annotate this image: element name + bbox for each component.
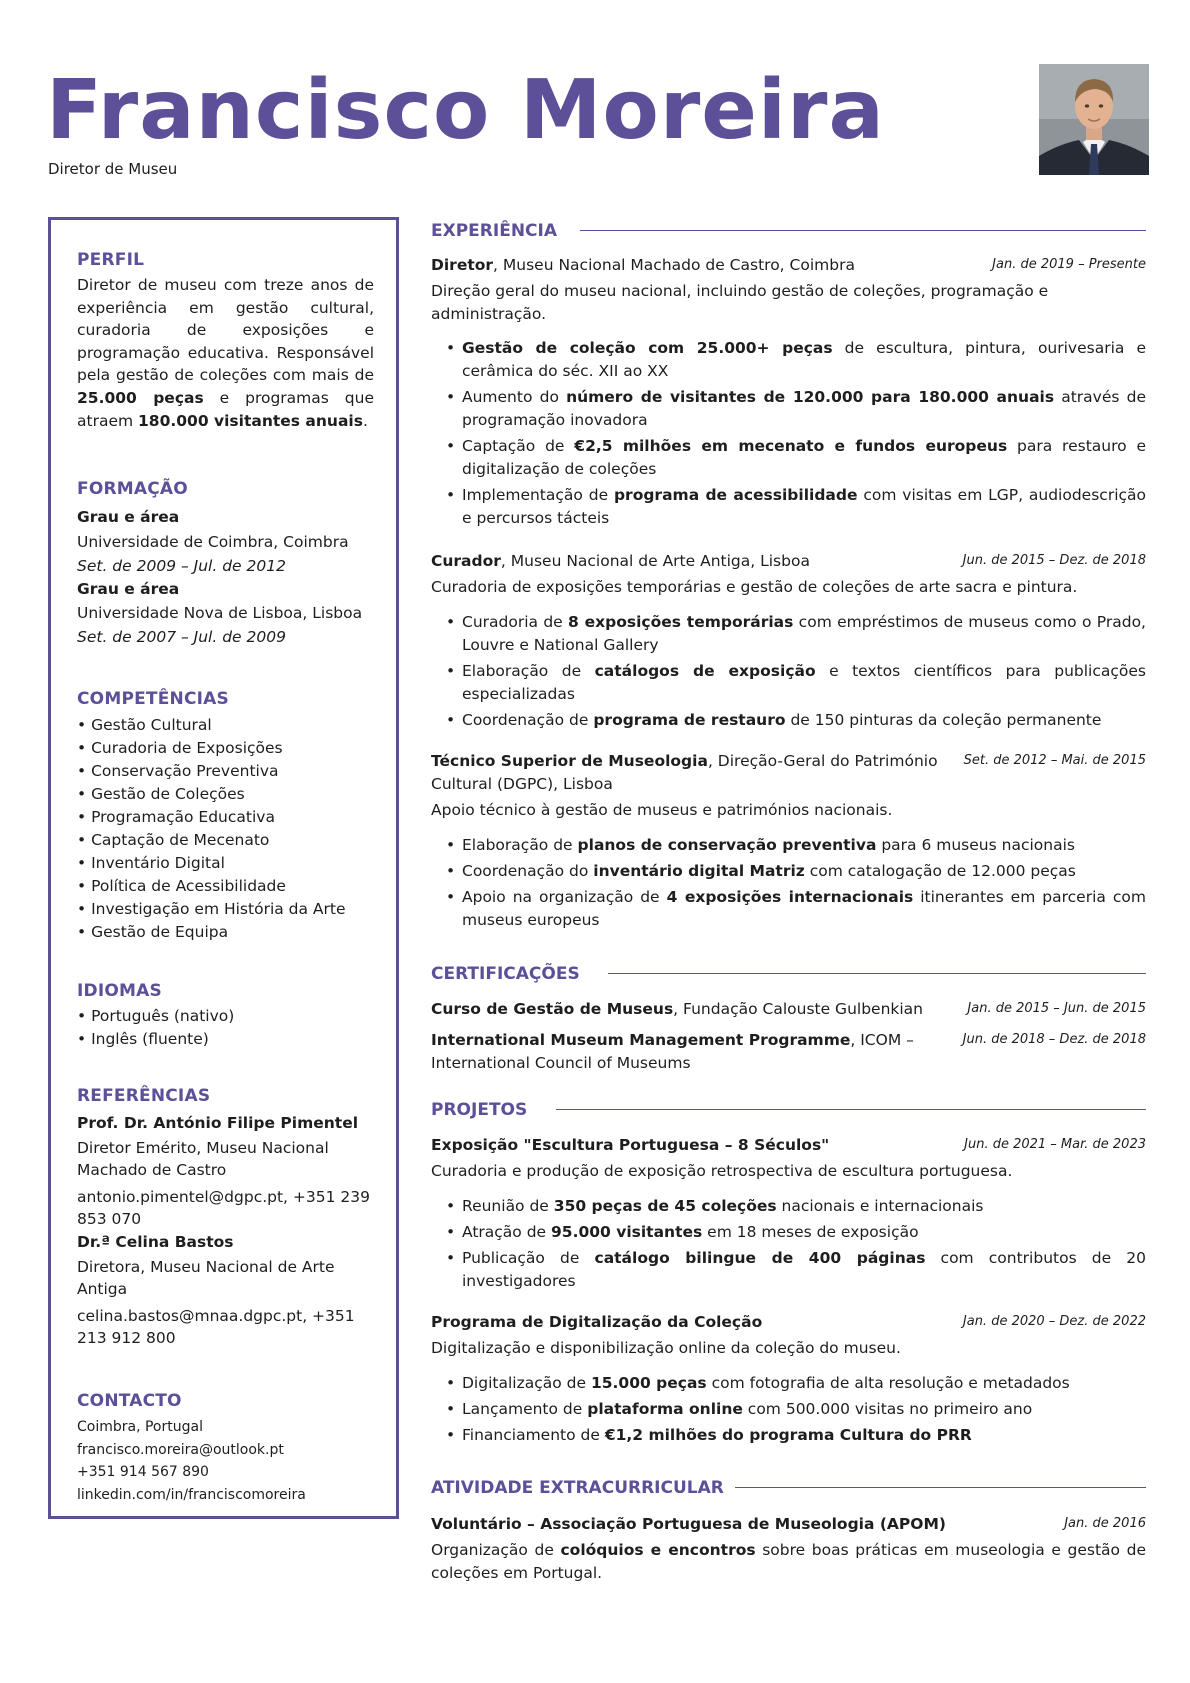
extracurricular-dates: Jan. de 2016 bbox=[1064, 1516, 1146, 1531]
project-bullet: • Publicação de catálogo bilingue de 400 páginas com contributos de 20 investigadores bbox=[431, 1247, 1146, 1293]
education-item bbox=[77, 578, 374, 650]
project-summary: Digitalização e disponibilização online da coleção do museu. bbox=[431, 1339, 901, 1357]
job-bullet: • Gestão de coleção com 25.000+ peças de escultura, pintura, ourivesaria e cerâmica do séc. XII ao XX bbox=[431, 337, 1146, 383]
certification-dates: Jun. de 2018 – Dez. de 2018 bbox=[962, 1032, 1146, 1047]
education-list bbox=[77, 506, 374, 649]
project-dates: Jan. de 2020 – Dez. de 2022 bbox=[962, 1314, 1146, 1329]
job-bullet: • Apoio na organização de 4 exposições internacionais itinerantes em parceria com museus europeus bbox=[431, 886, 1146, 932]
extracurricular-divider bbox=[735, 1487, 1146, 1488]
skill-item: • Curadoria de Exposições bbox=[77, 739, 283, 757]
job-bullet: • Elaboração de planos de conservação preventiva para 6 museus nacionais bbox=[431, 834, 1146, 857]
reference-role: Diretora, Museu Nacional de Arte Antiga bbox=[77, 1257, 335, 1299]
education-dates: Set. de 2009 – Jul. de 2012 bbox=[77, 556, 286, 575]
skill-item: • Gestão de Equipa bbox=[77, 923, 229, 941]
job-bullet: • Coordenação de programa de restauro de 150 pinturas da coleção permanente bbox=[431, 709, 1146, 732]
project-bullets bbox=[431, 1372, 1146, 1447]
skill-item: • Programação Educativa bbox=[77, 808, 275, 826]
profile-photo bbox=[1039, 64, 1149, 175]
extracurricular-title: Voluntário – Associação Portuguesa de Museologia (APOM) bbox=[431, 1515, 946, 1533]
education-heading: FORMAÇÃO bbox=[77, 479, 188, 499]
job-bullet: • Elaboração de catálogos de exposição e textos científicos para publicações especializadas bbox=[431, 660, 1146, 706]
project-bullet: • Digitalização de 15.000 peças com fotografia de alta resolução e metadados bbox=[431, 1372, 1146, 1395]
certification-line: Curso de Gestão de Museus, Fundação Calouste Gulbenkian bbox=[431, 1000, 924, 1018]
contact-linkedin[interactable]: linkedin.com/in/franciscomoreira bbox=[77, 1486, 306, 1503]
project-summary: Curadoria e produção de exposição retrospectiva de escultura portuguesa. bbox=[431, 1162, 1013, 1180]
certification-dates: Jan. de 2015 – Jun. de 2015 bbox=[967, 1001, 1146, 1016]
project-bullet: • Financiamento de €1,2 milhões do programa Cultura do PRR bbox=[431, 1424, 1146, 1447]
contact-heading: CONTACTO bbox=[77, 1391, 182, 1411]
language-item: • Português (nativo) bbox=[77, 1007, 235, 1025]
sidebar bbox=[48, 217, 399, 1519]
job-bullet: • Implementação de programa de acessibilidade com visitas em LGP, audiodescrição e percursos tácteis bbox=[431, 484, 1146, 530]
profile-text: Diretor de museu com treze anos de experiência em gestão cultural, curadoria de exposições e programação educativa. Responsável pela gestão de coleções com mais de 25.000 peças e programas que atraem 180.000 visitantes anuais. bbox=[77, 276, 374, 430]
contact-phone: +351 914 567 890 bbox=[77, 1464, 209, 1480]
skills-heading: COMPETÊNCIAS bbox=[77, 689, 229, 709]
job-bullet: • Curadoria de 8 exposições temporárias com empréstimos de museus como o Prado, Louvre e National Gallery bbox=[431, 611, 1146, 657]
extracurricular-text: Organização de colóquios e encontros sobre boas práticas em museologia e gestão de coleções em Portugal. bbox=[431, 1541, 1146, 1582]
certification-line: International Museum Management Programme, ICOM – International Council of Museums bbox=[431, 1031, 914, 1072]
job-title-line: Diretor, Museu Nacional Machado de Castro, Coimbra bbox=[431, 256, 855, 274]
reference-name: Prof. Dr. António Filipe Pimentel bbox=[77, 1114, 359, 1132]
job-bullet: • Coordenação do inventário digital Matriz com catalogação de 12.000 peças bbox=[431, 860, 1146, 883]
job-bullets bbox=[431, 611, 1146, 732]
references-list bbox=[77, 1112, 374, 1350]
profile-heading: PERFIL bbox=[77, 250, 145, 270]
experience-heading: EXPERIÊNCIA bbox=[431, 221, 558, 241]
job-title-line: Técnico Superior de Museologia, Direção-Geral do Património Cultural (DGPC), Lisboa bbox=[431, 752, 938, 793]
projects-divider bbox=[556, 1109, 1146, 1110]
education-school: Universidade Nova de Lisboa, Lisboa bbox=[77, 604, 363, 623]
contact-list bbox=[77, 1416, 374, 1506]
skill-item: • Investigação em História da Arte bbox=[77, 900, 346, 918]
reference-item bbox=[77, 1231, 374, 1350]
projects-heading: PROJETOS bbox=[431, 1100, 528, 1120]
job-bullets bbox=[431, 834, 1146, 932]
project-bullet: • Lançamento de plataforma online com 500.000 visitas no primeiro ano bbox=[431, 1398, 1146, 1421]
project-title: Exposição "Escultura Portuguesa – 8 Séculos" bbox=[431, 1136, 830, 1154]
job-bullet: • Captação de €2,5 milhões em mecenato e fundos europeus para restauro e digitalização de coleções bbox=[431, 435, 1146, 481]
job-bullets bbox=[431, 337, 1146, 530]
contact-location: Coimbra, Portugal bbox=[77, 1419, 203, 1435]
skill-item: • Inventário Digital bbox=[77, 854, 225, 872]
certifications-divider bbox=[608, 973, 1146, 974]
project-bullets bbox=[431, 1195, 1146, 1293]
skill-item: • Política de Acessibilidade bbox=[77, 877, 286, 895]
certifications-heading: CERTIFICAÇÕES bbox=[431, 964, 580, 984]
experience-divider bbox=[580, 230, 1146, 231]
project-bullet: • Reunião de 350 peças de 45 coleções nacionais e internacionais bbox=[431, 1195, 1146, 1218]
candidate-name: Francisco Moreira bbox=[46, 63, 885, 158]
contact-email[interactable]: francisco.moreira@outlook.pt bbox=[77, 1441, 284, 1458]
project-dates: Jun. de 2021 – Mar. de 2023 bbox=[964, 1137, 1146, 1152]
project-title: Programa de Digitalização da Coleção bbox=[431, 1313, 763, 1331]
reference-item bbox=[77, 1112, 374, 1231]
job-title: Diretor de Museu bbox=[48, 160, 178, 178]
reference-role: Diretor Emérito, Museu Nacional Machado de Castro bbox=[77, 1138, 329, 1180]
education-degree: Grau e área bbox=[77, 508, 180, 526]
job-dates: Jun. de 2015 – Dez. de 2018 bbox=[962, 553, 1146, 568]
education-school: Universidade de Coimbra, Coimbra bbox=[77, 532, 349, 551]
language-item: • Inglês (fluente) bbox=[77, 1030, 209, 1048]
education-dates: Set. de 2007 – Jul. de 2009 bbox=[77, 628, 286, 647]
education-degree: Grau e área bbox=[77, 579, 180, 598]
skill-item: • Conservação Preventiva bbox=[77, 762, 279, 780]
job-summary: Apoio técnico à gestão de museus e patrimónios nacionais. bbox=[431, 801, 893, 819]
reference-contact: antonio.pimentel@dgpc.pt, +351 239 853 070 bbox=[77, 1187, 370, 1229]
languages-list bbox=[77, 1005, 374, 1051]
reference-contact: celina.bastos@mnaa.dgpc.pt, +351 213 912 800 bbox=[77, 1306, 355, 1348]
job-summary: Curadoria de exposições temporárias e gestão de coleções de arte sacra e pintura. bbox=[431, 578, 1078, 596]
skill-item: • Gestão de Coleções bbox=[77, 785, 245, 803]
education-item bbox=[77, 506, 374, 578]
references-heading: REFERÊNCIAS bbox=[77, 1086, 211, 1106]
project-bullet: • Atração de 95.000 visitantes em 18 meses de exposição bbox=[431, 1221, 1146, 1244]
job-dates: Jan. de 2019 – Presente bbox=[992, 257, 1146, 272]
job-bullet: • Aumento do número de visitantes de 120.000 para 180.000 anuais através de programação inovadora bbox=[431, 386, 1146, 432]
skills-list bbox=[77, 714, 374, 944]
job-summary: Direção geral do museu nacional, incluindo gestão de coleções, programação e administração. bbox=[431, 282, 1049, 323]
skill-item: • Gestão Cultural bbox=[77, 716, 212, 734]
reference-name: Dr.ª Celina Bastos bbox=[77, 1232, 234, 1251]
job-dates: Set. de 2012 – Mai. de 2015 bbox=[963, 753, 1146, 768]
job-title-line: Curador, Museu Nacional de Arte Antiga, Lisboa bbox=[431, 552, 810, 570]
skill-item: • Captação de Mecenato bbox=[77, 831, 270, 849]
extracurricular-heading: ATIVIDADE EXTRACURRICULAR bbox=[431, 1478, 724, 1498]
languages-heading: IDIOMAS bbox=[77, 981, 162, 1001]
